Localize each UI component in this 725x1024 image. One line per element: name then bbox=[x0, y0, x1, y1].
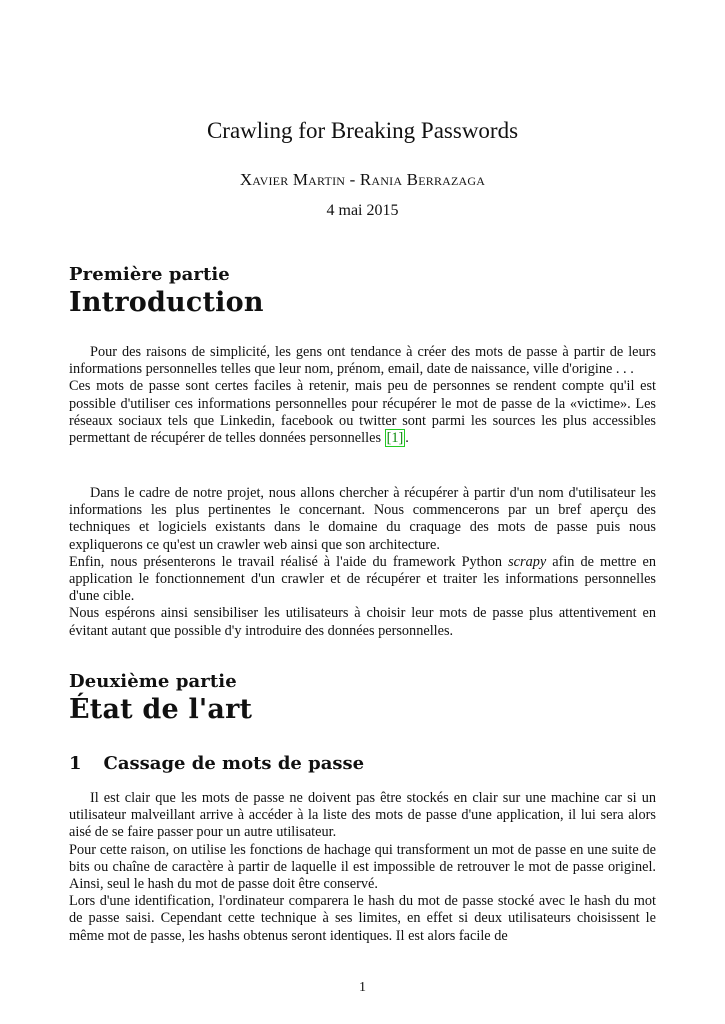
section-title: Cassage de mots de passe bbox=[103, 753, 365, 774]
paragraph-text: Ces mots de passe sont certes faciles à retenir, mais peu de personnes se rendent compte qu'il est possible d'utiliser ces informations personnelles pour récupérer le mot de passe de la «victime». Les réseaux sociaux tels que Linkedin, facebook ou twitter sont parmi les sources les plus accessibles permettant de récupérer de telles données personnelles bbox=[69, 378, 656, 447]
document-date: 4 mai 2015 bbox=[326, 202, 399, 219]
paragraph: Pour des raisons de simplicité, les gens ont tendance à créer des mots de passe à partir de leurs informations personnelles telles que leur nom, prénom, email, date de naissance, ville d'origine . . . bbox=[69, 344, 656, 378]
paragraph bbox=[69, 378, 656, 447]
document-authors: Xavier Martin - Rania Berrazaga bbox=[239, 170, 486, 189]
paragraph: Dans le cadre de notre projet, nous allons chercher à récupérer à partir d'un nom d'utilisateur les informations les plus pertinentes le concernant. Nous commencerons par un bref aperçu des techniques et logiciels existants dans le domaine du craquage des mots de passe puis nous expliquerons ce qu'est un crawler web ainsi que son architecture. bbox=[69, 485, 656, 553]
section-heading bbox=[69, 753, 656, 774]
paragraph: Pour cette raison, on utilise les fonctions de hachage qui transforment un mot de passe en une suite de bits ou chaîne de caractère à partir de laquelle il est impossible de retrouver le mot de passe originel. Ainsi, seul le hash du mot de passe doit être conservé. bbox=[69, 841, 656, 893]
part-title: Introduction bbox=[69, 287, 264, 318]
page-number: 1 bbox=[359, 980, 366, 995]
part-label: Deuxième partie bbox=[69, 671, 237, 692]
paragraph-end: . bbox=[405, 430, 409, 447]
part-label: Première partie bbox=[69, 264, 230, 285]
paragraph: Nous espérons ainsi sensibiliser les utilisateurs à choisir leur mots de passe plus attentivement en évitant autant que possible d'y introduire des données personnelles. bbox=[69, 605, 656, 639]
part1-body-2 bbox=[69, 485, 656, 640]
part1-header bbox=[69, 264, 656, 318]
section-number: 1 bbox=[69, 753, 82, 774]
emphasized-term: scrapy bbox=[508, 553, 547, 570]
citation-number: 1 bbox=[391, 430, 399, 447]
citation-link[interactable]: [1] bbox=[386, 430, 404, 447]
paragraph: Il est clair que les mots de passe ne doivent pas être stockés en clair sur une machine car si un utilisateur malveillant arrive à accéder à la liste des mots de passe d'une application, il lui sera alors aisé de se faire passer pour un autre utilisateur. bbox=[69, 790, 656, 841]
part-title: État de l'art bbox=[69, 694, 253, 725]
part2-body bbox=[69, 790, 656, 945]
paragraph-text: afin de mettre en application le fonctionnement d'un crawler et de récupérer et traiter les informations personnelles d'une cible. bbox=[69, 553, 656, 605]
part2-header bbox=[69, 671, 656, 725]
paragraph-text: Enfin, nous présenterons le travail réalisé à l'aide du framework Python bbox=[69, 553, 509, 570]
part1-body bbox=[69, 344, 656, 447]
paragraph: Lors d'une identification, l'ordinateur comparera le hash du mot de passe stocké avec le hash du mot de passe saisi. Cependant cette technique à ses limites, en effet si deux utilisateurs choisissent le même mot de passe, les hashs obtenus seront identiques. Il est alors facile de bbox=[69, 893, 656, 944]
paragraph bbox=[69, 554, 656, 606]
document-title: Crawling for Breaking Passwords bbox=[206, 118, 519, 143]
